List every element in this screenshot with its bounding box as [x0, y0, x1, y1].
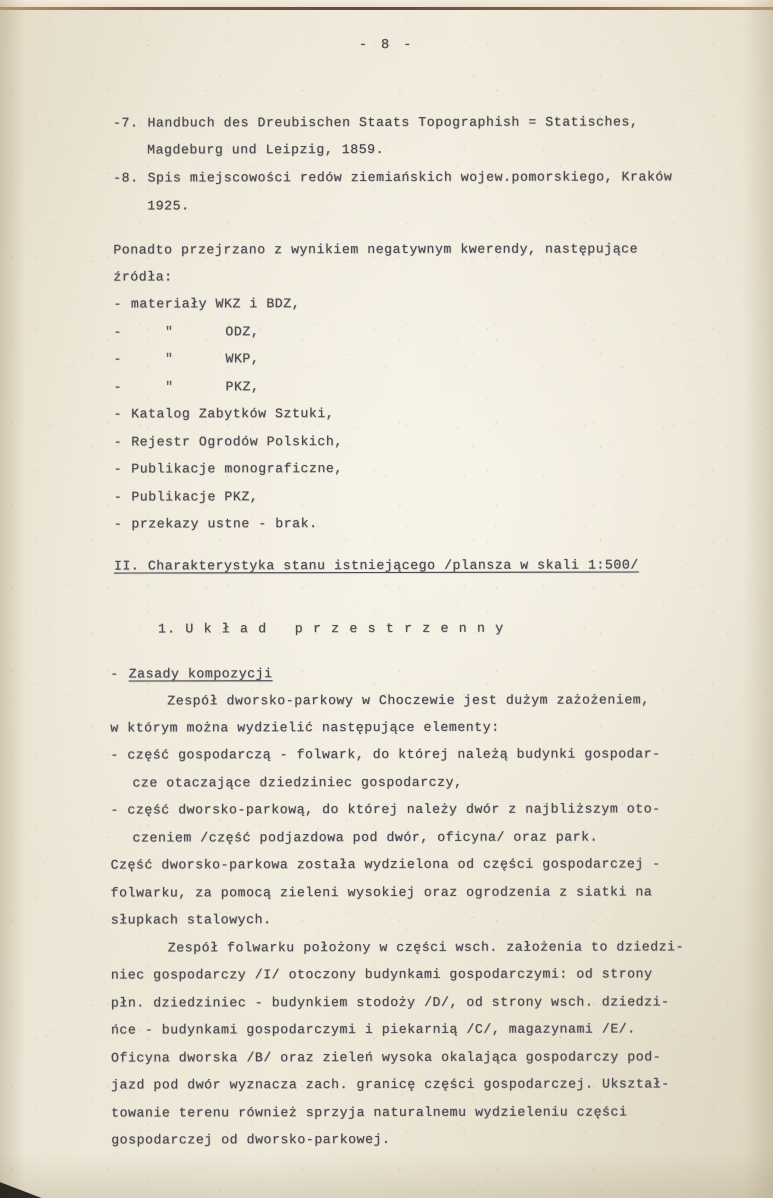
body-bullet-text: - część gospodarczą - folwark, do której należą budynki gospodar- — [110, 746, 661, 763]
body-bullet-text: czeniem /część podjazdowa pod dwór, oficyna/ oraz park. — [132, 829, 599, 846]
list-bullet-dash: - — [113, 296, 122, 312]
body-bullet-text: - część dworsko-parkową, do której należy dwór z najbliższym oto- — [110, 801, 661, 818]
paragraph-text: jazd pod dwór wyznacza zach. granicę części gospodarczej. Ukształ- — [111, 1076, 670, 1093]
list-item-label: Katalog Zabytków Sztuki, — [131, 406, 335, 422]
ditto-mark: " — [165, 379, 174, 395]
list-item-label: Rejestr Ogrodów Polskich, — [131, 434, 343, 450]
subsection-bullet-dash: - — [110, 666, 119, 682]
paragraph-text: płn. dziedziniec - budynkiem stodoży /D/, od strony wsch. dziedzi- — [110, 994, 670, 1011]
list-bullet-dash: - — [113, 406, 123, 422]
bibliography-entry-7-marker: -7. — [113, 115, 139, 131]
list-bullet-dash: - — [113, 379, 123, 395]
list-item — [1, 500, 773, 547]
list-item-label: przekazy ustne - brak. — [131, 516, 318, 532]
paragraph-text: w którym można wydzielić następujące elementy: — [110, 719, 500, 736]
list-bullet-dash: - — [113, 461, 123, 477]
negative-query-intro-text-2: źródła: — [113, 269, 173, 285]
section-heading-text: II. Charakterystyka stanu istniejącego /plansza w skali 1:500/ — [113, 557, 639, 574]
list-item-label: Publikacje monograficzne, — [131, 461, 343, 477]
paragraph-text: słupkach stalowych. — [110, 912, 272, 928]
bibliography-entry-8-text-2: 1925. — [147, 198, 190, 214]
bibliography-entry-8-marker: -8. — [113, 170, 139, 186]
list-bullet-dash: - — [113, 351, 123, 367]
paragraph-text: Zespół folwarku położony w części wsch. założenia to dziedzi- — [167, 939, 685, 956]
paragraph-text: Oficyna dworska /B/ oraz zieleń wysoka okalająca gospodarczy pod- — [110, 1049, 662, 1066]
list-bullet-dash: - — [113, 434, 123, 450]
list-bullet-dash: - — [113, 489, 123, 505]
paragraph-text: folwarku, za pomocą zieleni wysokiej oraz ogrodzenia z siatki na — [110, 884, 653, 901]
section-heading — [1, 542, 773, 589]
bibliography-entry-7-text-1: Handbuch des Dreubischen Staats Topographish = Statisches, — [147, 114, 639, 131]
list-item-label: materiały WKZ i BDZ, — [130, 296, 301, 312]
paragraph-line — [2, 1116, 773, 1163]
paragraph-text: towanie terenu również sprzyja naturalnemu wydzieleniu części — [111, 1104, 628, 1121]
page-number: - 8 - — [358, 37, 415, 54]
section-subheading-text: 1. U k ł a d p r z e s t r z e n n y — [157, 620, 505, 637]
list-bullet-dash: - — [113, 324, 122, 340]
bibliography-entry-7-text-2: Magdeburg und Leipzig, 1859. — [147, 142, 385, 158]
section-subheading — [1, 605, 773, 652]
paragraph-text: ńce - budynkami gospodarczymi i piekarnią /C/, magazynami /E/. — [110, 1021, 636, 1038]
ditto-mark: " — [164, 324, 174, 340]
paragraph-text: Część dworsko-parkowa została wydzielona od części gospodarczej - — [110, 856, 661, 873]
bibliography-entry-8-line-2 — [0, 182, 773, 229]
list-item-label: WKP, — [225, 351, 260, 367]
paragraph-text: gospodarczej od dworsko-parkowej. — [111, 1131, 391, 1148]
ditto-mark: " — [165, 351, 174, 367]
list-item-label: ODZ, — [225, 324, 260, 340]
subsection-heading-text: Zasady kompozycji — [128, 666, 273, 682]
negative-query-intro-text-1: Ponadto przejrzano z wynikiem negatywnym kwerendy, następujące — [113, 241, 639, 258]
paragraph-text: Zespół dworsko-parkowy w Choczewie jest dużym zażożeniem, — [167, 692, 650, 709]
list-bullet-dash: - — [113, 516, 123, 532]
bibliography-entry-8-text-1: Spis miejscowości redów ziemiańskich wojew.pomorskiego, Kraków — [147, 169, 673, 186]
paragraph-text: niec gospodarczy /I/ otoczony budynkami gospodarczymi: od strony — [110, 966, 653, 983]
body-bullet-text: cze otaczające dziedziniec gospodarczy, — [132, 774, 463, 791]
list-item-label: Publikacje PKZ, — [131, 489, 259, 505]
list-item-label: PKZ, — [225, 379, 260, 395]
